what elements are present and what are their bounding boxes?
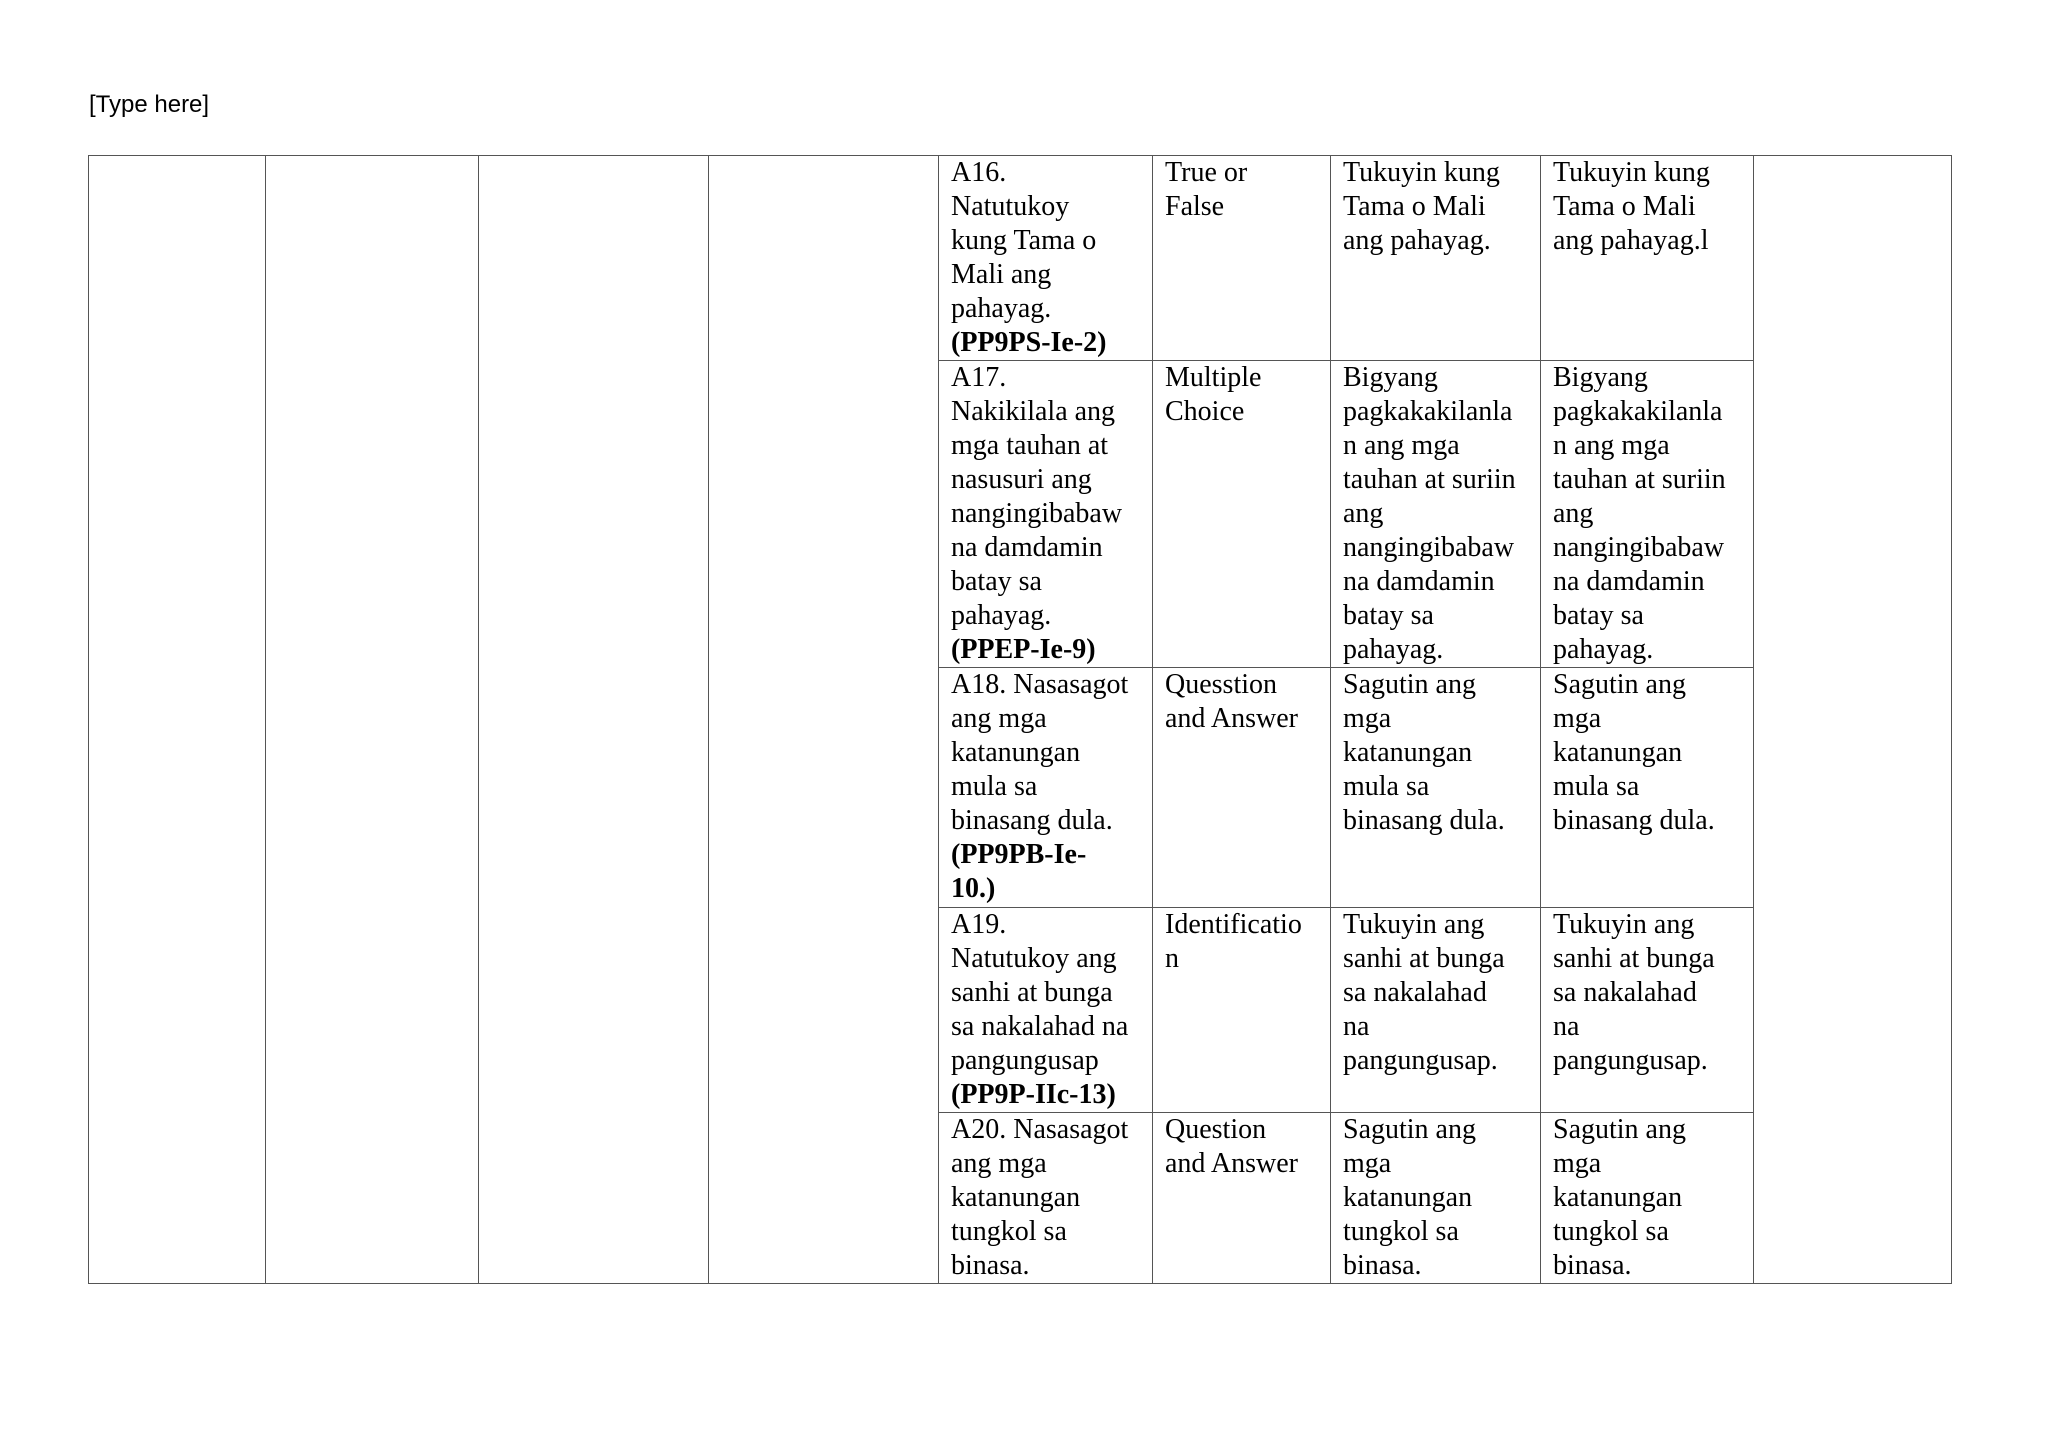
- item-cell: [1331, 1113, 1541, 1284]
- competency-text: A16. Natutukoy kung Tama o Mali ang pahayag.: [951, 157, 1097, 324]
- competency-code: (PPEP-Ie-9): [951, 634, 1096, 665]
- table-row: [89, 156, 1952, 361]
- item-cell: [1331, 156, 1541, 361]
- item-text: Tukuyin kung Tama o Mali ang pahayag.: [1343, 157, 1500, 256]
- test-type-cell: [1153, 908, 1331, 1113]
- item-text: Sagutin ang mga katanungan tungkol sa binasa.: [1343, 1114, 1476, 1281]
- competency-text: A19. Natutukoy ang sanhi at bunga sa nakalahad na pangungusap: [951, 909, 1129, 1076]
- answer-text: Bigyang pagkakakilanla n ang mga tauhan at suriin ang nangingibabaw na damdamin batay sa pahayag.: [1553, 362, 1726, 665]
- test-type-cell: [1153, 156, 1331, 361]
- test-type-text: Identificatio n: [1165, 909, 1302, 974]
- item-text: Sagutin ang mga katanungan mula sa binasang dula.: [1343, 669, 1505, 836]
- item-text: Bigyang pagkakakilanla n ang mga tauhan at suriin ang nangingibabaw na damdamin batay sa pahayag.: [1343, 362, 1516, 665]
- item-text: Tukuyin ang sanhi at bunga sa nakalahad na pangungusap.: [1343, 909, 1505, 1076]
- answer-text: Sagutin ang mga katanungan mula sa binasang dula.: [1553, 669, 1715, 836]
- answer-cell: [1541, 1113, 1754, 1284]
- competency-cell: [939, 908, 1153, 1113]
- competency-code: (PP9PS-Ie-2): [951, 327, 1107, 358]
- item-cell: [1331, 361, 1541, 668]
- competency-code: (PP9PB-Ie- 10.): [951, 839, 1087, 904]
- answer-cell: [1541, 361, 1754, 668]
- header-placeholder: [Type here]: [89, 91, 210, 118]
- test-type-text: Multiple Choice: [1165, 362, 1262, 427]
- test-type-text: Question and Answer: [1165, 1114, 1298, 1179]
- competency-text: A20. Nasasagot ang mga katanungan tungkol sa binasa.: [951, 1114, 1129, 1281]
- empty-cell-col1: [89, 156, 266, 1284]
- empty-cell-col2: [266, 156, 479, 1284]
- item-cell: [1331, 908, 1541, 1113]
- competency-cell: [939, 361, 1153, 668]
- empty-cell-col9: [1754, 156, 1952, 1284]
- competency-text: A18. Nasasagot ang mga katanungan mula sa binasang dula.: [951, 669, 1129, 836]
- answer-cell: [1541, 908, 1754, 1113]
- competency-code: (PP9P-IIc-13): [951, 1079, 1116, 1110]
- competency-cell: [939, 668, 1153, 908]
- test-type-cell: [1153, 361, 1331, 668]
- test-type-text: True or False: [1165, 157, 1248, 222]
- answer-text: Sagutin ang mga katanungan tungkol sa binasa.: [1553, 1114, 1686, 1281]
- test-type-cell: [1153, 1113, 1331, 1284]
- competency-table: [88, 155, 1952, 1284]
- empty-cell-col4: [709, 156, 939, 1284]
- competency-cell: [939, 1113, 1153, 1284]
- competency-text: A17. Nakikilala ang mga tauhan at nasusuri ang nangingibabaw na damdamin batay sa pahayag.: [951, 362, 1123, 631]
- answer-cell: [1541, 668, 1754, 908]
- empty-cell-col3: [479, 156, 709, 1284]
- answer-text: Tukuyin ang sanhi at bunga sa nakalahad na pangungusap.: [1553, 909, 1715, 1076]
- answer-text: Tukuyin kung Tama o Mali ang pahayag.l: [1553, 157, 1710, 256]
- test-type-text: Quesstion and Answer: [1165, 669, 1298, 734]
- test-type-cell: [1153, 668, 1331, 908]
- answer-cell: [1541, 156, 1754, 361]
- competency-cell: [939, 156, 1153, 361]
- item-cell: [1331, 668, 1541, 908]
